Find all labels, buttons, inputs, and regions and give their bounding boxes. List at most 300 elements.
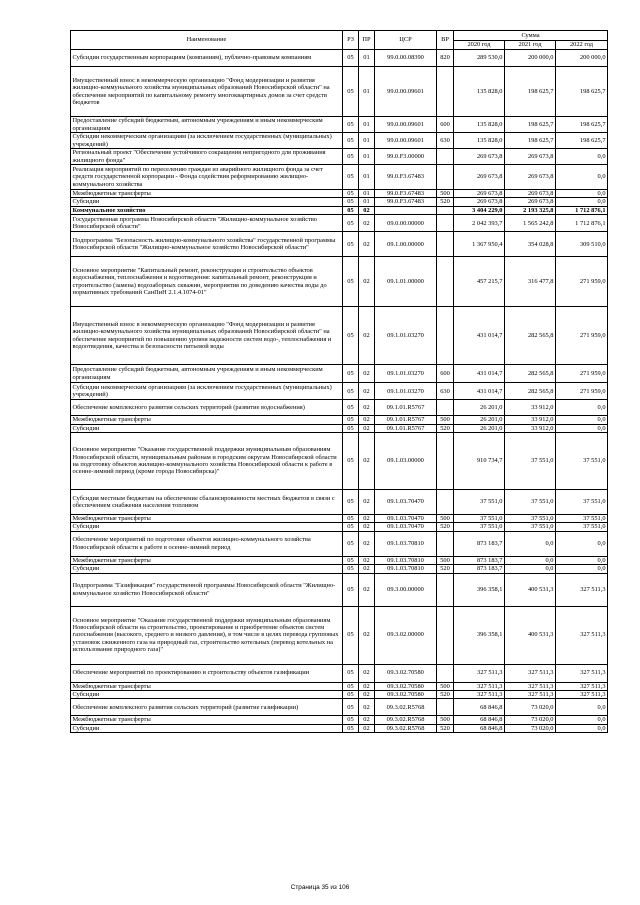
row-amount-2022: 0,0 [556,190,608,198]
row-amount-2022: 198 625,7 [556,67,608,117]
row-amount-2021: 33 912,0 [505,416,556,424]
row-csr: 99.0.00.09601 [375,67,437,117]
row-vr [437,67,454,117]
row-vr: 600 [437,365,454,383]
row-rz: 05 [343,50,359,67]
row-amount-2021: 269 673,8 [505,198,556,206]
row-amount-2020: 327 511,3 [454,682,505,690]
row-vr [437,433,454,490]
row-name: Субсидии [71,424,343,432]
table-row [71,565,608,573]
row-amount-2020: 873 183,7 [454,531,505,556]
row-csr: 09.0.00.00000 [375,215,437,232]
row-rz: 05 [343,606,359,664]
row-pr: 02 [359,556,375,564]
row-amount-2022: 37 551,0 [556,433,608,490]
row-amount-2021: 0,0 [505,565,556,573]
table-row [71,573,608,606]
row-csr: 99.0.F3.67483 [375,198,437,206]
row-amount-2021: 316 477,8 [505,257,556,307]
row-amount-2022: 271 959,0 [556,257,608,307]
row-rz: 05 [343,490,359,515]
row-amount-2020: 26 201,0 [454,416,505,424]
page-number: Страница 35 из 106 [290,884,350,891]
row-rz: 05 [343,515,359,523]
row-rz: 05 [343,117,359,133]
row-csr: 09.1.01.R5767 [375,424,437,432]
row-vr: 630 [437,133,454,149]
row-vr: 500 [437,716,454,724]
row-name: Имущественный взнос в некоммерческую организацию "Фонд модернизации и развития жилищно-коммунального хозяйства муниципальных образований Новосибирской области" на обеспечение мероприятий по повышению уровня надежности систем водо-, теплоснабжения и водоотведения, качества и безопасности питьевой воды [71,307,343,365]
row-name: Межбюджетные трансферты [71,682,343,690]
row-amount-2021: 37 551,0 [505,490,556,515]
row-amount-2022: 37 551,0 [556,523,608,531]
row-amount-2021: 200 000,0 [505,50,556,67]
row-rz: 05 [343,149,359,165]
row-amount-2021: 37 551,0 [505,523,556,531]
row-vr: 520 [437,724,454,732]
row-amount-2021: 0,0 [505,556,556,564]
row-name: Коммунальное хозяйство [71,206,343,214]
row-amount-2020: 135 828,0 [454,133,505,149]
row-vr [437,206,454,214]
row-vr: 500 [437,190,454,198]
row-amount-2021: 282 565,8 [505,365,556,383]
row-name: Реализация мероприятий по переселению граждан из аварийного жилищного фонда за счет средств государственной корпорации - Фонда содействия реформированию жилищно-коммунального хозяйства [71,165,343,190]
row-csr: 09.1.03.70810 [375,531,437,556]
row-name: Межбюджетные трансферты [71,716,343,724]
table-row [71,424,608,432]
row-amount-2022: 1 712 876,1 [556,206,608,214]
header-pr: ПР [359,31,375,50]
row-amount-2020: 68 846,8 [454,724,505,732]
row-rz: 05 [343,424,359,432]
row-amount-2020: 37 551,0 [454,515,505,523]
row-name: Межбюджетные трансферты [71,515,343,523]
row-amount-2022: 0,0 [556,556,608,564]
row-pr: 02 [359,664,375,682]
table-row [71,149,608,165]
row-pr: 02 [359,573,375,606]
row-csr: 09.3.00.00000 [375,573,437,606]
row-amount-2021: 282 565,8 [505,383,556,400]
row-amount-2020: 396 358,1 [454,606,505,664]
row-vr [437,699,454,716]
row-vr: 500 [437,682,454,690]
row-vr [437,215,454,232]
row-vr [437,149,454,165]
row-amount-2022: 198 625,7 [556,133,608,149]
row-name: Обеспечение комплексного развития сельских территорий (развитие газификации) [71,699,343,716]
table-row [71,515,608,523]
header-sum: Сумма [454,31,608,41]
row-rz: 05 [343,383,359,400]
row-amount-2022: 327 511,3 [556,691,608,699]
row-pr: 02 [359,515,375,523]
row-amount-2022: 0,0 [556,416,608,424]
row-csr: 09.3.02.70580 [375,682,437,690]
row-amount-2020: 873 183,7 [454,556,505,564]
row-csr: 09.1.01.00000 [375,257,437,307]
row-amount-2022: 327 511,3 [556,682,608,690]
table-row [71,699,608,716]
row-rz: 05 [343,257,359,307]
row-rz: 05 [343,165,359,190]
header-rz: РЗ [343,31,359,50]
row-amount-2022: 271 959,0 [556,365,608,383]
row-rz: 05 [343,307,359,365]
row-amount-2021: 73 020,0 [505,724,556,732]
row-amount-2021: 1 565 242,8 [505,215,556,232]
row-pr: 01 [359,198,375,206]
row-csr: 09.1.03.70810 [375,556,437,564]
row-amount-2020: 26 201,0 [454,424,505,432]
row-amount-2022: 0,0 [556,400,608,416]
row-csr: 09.3.02.70580 [375,664,437,682]
row-pr: 02 [359,699,375,716]
row-amount-2021: 269 673,8 [505,190,556,198]
row-amount-2021: 327 511,3 [505,691,556,699]
row-vr: 500 [437,416,454,424]
row-amount-2020: 431 014,7 [454,365,505,383]
row-rz: 05 [343,523,359,531]
row-amount-2021: 198 625,7 [505,117,556,133]
row-name: Основное мероприятие "Капитальный ремонт, реконструкция и строительство объектов водоснабжения, теплоснабжения и водоотведения: капитальный ремонт, реконструкция и строительство (замена) водозаборных скважин, мероприятия по доведению качества воды до нормативных требований СанПиН 2.1.4.1074-01" [71,257,343,307]
row-pr: 02 [359,724,375,732]
row-vr [437,606,454,664]
row-name: Субсидии государственным корпорациям (компаниям), публично-правовым компаниям [71,50,343,67]
row-vr [437,573,454,606]
table-row [71,716,608,724]
row-rz: 05 [343,133,359,149]
row-amount-2021: 400 531,3 [505,606,556,664]
row-vr: 500 [437,556,454,564]
row-name: Субсидии [71,691,343,699]
row-csr: 09.1.01.R5767 [375,400,437,416]
table-row [71,232,608,257]
row-name: Обеспечение мероприятий по подготовке объектов жилищно-коммунального хозяйства Новосибирской области к работе в осенне-зимний период [71,531,343,556]
row-csr: 99.0.F3.67483 [375,190,437,198]
row-rz: 05 [343,573,359,606]
row-pr: 02 [359,691,375,699]
row-pr: 02 [359,433,375,490]
table-row [71,416,608,424]
row-pr: 02 [359,365,375,383]
header-year-2022: 2022 год [556,41,608,50]
row-amount-2021: 33 912,0 [505,424,556,432]
row-amount-2020: 2 042 393,7 [454,215,505,232]
budget-table [70,30,608,733]
row-name: Обеспечение мероприятий по проектированию и строительству объектов газификации [71,664,343,682]
row-csr: 99.0.00.08390 [375,50,437,67]
row-pr: 02 [359,606,375,664]
row-csr: 09.1.03.70470 [375,523,437,531]
row-pr: 01 [359,117,375,133]
row-pr: 02 [359,424,375,432]
row-vr: 520 [437,691,454,699]
row-csr: 99.0.F3.67483 [375,165,437,190]
row-name: Предоставление субсидий бюджетным, автономным учреждениям и иным некоммерческим организациям [71,365,343,383]
row-csr: 09.1.01.R5767 [375,416,437,424]
row-name: Межбюджетные трансферты [71,556,343,564]
row-amount-2022: 0,0 [556,531,608,556]
row-amount-2021: 37 551,0 [505,515,556,523]
row-amount-2022: 0,0 [556,699,608,716]
row-amount-2022: 37 551,0 [556,515,608,523]
row-amount-2020: 135 828,0 [454,117,505,133]
row-rz: 05 [343,565,359,573]
row-pr: 02 [359,682,375,690]
row-csr: 09.1.03.70810 [375,565,437,573]
row-amount-2022: 1 712 876,1 [556,215,608,232]
header-year-2020: 2020 год [454,41,505,50]
row-rz: 05 [343,206,359,214]
row-vr [437,257,454,307]
row-amount-2022: 327 511,3 [556,606,608,664]
header-vr: ВР [437,31,454,50]
table-row [71,691,608,699]
row-amount-2022: 0,0 [556,565,608,573]
row-amount-2020: 327 511,3 [454,664,505,682]
row-rz: 05 [343,198,359,206]
row-vr: 520 [437,424,454,432]
row-pr: 02 [359,232,375,257]
row-name: Субсидии некоммерческим организациям (за исключением государственных (муниципальных) учреждений) [71,133,343,149]
row-amount-2021: 73 020,0 [505,716,556,724]
row-vr [437,490,454,515]
row-vr: 600 [437,117,454,133]
row-amount-2020: 37 551,0 [454,490,505,515]
row-amount-2021: 400 531,3 [505,573,556,606]
row-rz: 05 [343,716,359,724]
row-amount-2020: 68 846,8 [454,716,505,724]
row-name: Основное мероприятие "Оказание государственной поддержки муниципальным образованиям Новосибирской области, муниципальным районам и городским округам Новосибирской области на подготовку объектов жилищно-коммунального хозяйства Новосибирской области к работе в осенне-зимний период (кроме города Новосибирска)" [71,433,343,490]
row-rz: 05 [343,691,359,699]
table-row [71,400,608,416]
row-amount-2020: 910 734,7 [454,433,505,490]
row-amount-2021: 269 673,8 [505,149,556,165]
row-name: Субсидии [71,724,343,732]
row-pr: 02 [359,531,375,556]
row-amount-2022: 0,0 [556,149,608,165]
row-rz: 05 [343,67,359,117]
row-vr [437,664,454,682]
row-rz: 05 [343,699,359,716]
row-rz: 05 [343,724,359,732]
row-amount-2022: 200 000,0 [556,50,608,67]
row-amount-2022: 271 959,0 [556,383,608,400]
row-name: Основное мероприятие "Оказание государственной поддержки муниципальным образованиям Новосибирской области на строительство, проектирование и приобретение объектов систем газоснабжения (высокого, среднего и низкого давления), в том числе в целях перевода групповых установок сжиженного газа на природный газ, строительство котельных (перевод котельных на использование природного газа)" [71,606,343,664]
row-name: Государственная программа Новосибирской области "Жилищно-коммунальное хозяйство Новосибирской области" [71,215,343,232]
table-row [71,257,608,307]
row-amount-2020: 135 828,0 [454,67,505,117]
table-row [71,523,608,531]
row-name: Межбюджетные трансферты [71,416,343,424]
row-amount-2022: 0,0 [556,724,608,732]
row-amount-2020: 269 673,8 [454,149,505,165]
row-amount-2021: 198 625,7 [505,67,556,117]
header-csr: ЦСР [375,31,437,50]
row-rz: 05 [343,433,359,490]
header-name: Наименование [71,31,343,50]
row-csr: 09.3.02.70580 [375,691,437,699]
row-pr: 02 [359,490,375,515]
table-row [71,50,608,67]
table-row [71,556,608,564]
row-name: Межбюджетные трансферты [71,190,343,198]
row-vr: 520 [437,523,454,531]
table-row [71,198,608,206]
row-amount-2021: 354 028,8 [505,232,556,257]
row-amount-2021: 327 511,3 [505,664,556,682]
row-amount-2020: 327 511,3 [454,691,505,699]
row-vr: 520 [437,565,454,573]
row-amount-2020: 37 551,0 [454,523,505,531]
row-amount-2020: 269 673,8 [454,165,505,190]
row-csr: 99.0.F3.00000 [375,149,437,165]
row-amount-2020: 431 014,7 [454,383,505,400]
row-amount-2021: 327 511,3 [505,682,556,690]
row-amount-2022: 327 511,3 [556,573,608,606]
row-csr: 09.1.03.70470 [375,490,437,515]
row-amount-2020: 269 673,8 [454,190,505,198]
header-year-2021: 2021 год [505,41,556,50]
row-pr: 01 [359,133,375,149]
row-csr: 99.0.00.09601 [375,133,437,149]
row-amount-2020: 269 673,8 [454,198,505,206]
row-csr [375,206,437,214]
row-pr: 01 [359,67,375,117]
row-amount-2020: 431 014,7 [454,307,505,365]
row-csr: 09.3.02.R5768 [375,724,437,732]
table-row [71,531,608,556]
row-csr: 09.3.02.R5768 [375,716,437,724]
table-row [71,490,608,515]
row-pr: 02 [359,307,375,365]
row-vr: 630 [437,383,454,400]
row-amount-2021: 282 565,8 [505,307,556,365]
row-amount-2022: 327 511,3 [556,664,608,682]
row-rz: 05 [343,232,359,257]
row-pr: 02 [359,383,375,400]
row-rz: 05 [343,365,359,383]
row-name: Региональный проект "Обеспечение устойчивого сокращения непригодного для проживания жилищного фонда" [71,149,343,165]
table-row [71,165,608,190]
row-vr [437,531,454,556]
table-row [71,682,608,690]
row-csr: 09.1.03.00000 [375,433,437,490]
table-row [71,664,608,682]
table-row [71,190,608,198]
row-name: Субсидия местным бюджетам на обеспечение сбалансированности местных бюджетов в связи с обеспечением снабжения населения топливом [71,490,343,515]
row-pr: 02 [359,416,375,424]
row-amount-2020: 396 358,1 [454,573,505,606]
row-name: Предоставление субсидий бюджетным, автономным учреждениям и иным некоммерческим организациям [71,117,343,133]
row-rz: 05 [343,556,359,564]
row-vr: 820 [437,50,454,67]
row-rz: 05 [343,682,359,690]
row-pr: 02 [359,565,375,573]
row-amount-2022: 198 625,7 [556,117,608,133]
table-row [71,206,608,214]
row-vr [437,232,454,257]
row-pr: 01 [359,165,375,190]
row-pr: 02 [359,523,375,531]
row-amount-2021: 37 551,0 [505,433,556,490]
row-amount-2022: 271 959,0 [556,307,608,365]
row-name: Обеспечение комплексного развития сельских территорий (развитие водоснабжения) [71,400,343,416]
row-amount-2022: 0,0 [556,198,608,206]
row-rz: 05 [343,416,359,424]
table-row [71,724,608,732]
row-csr: 09.3.02.R5768 [375,699,437,716]
row-name: Субсидии [71,198,343,206]
row-vr: 520 [437,198,454,206]
row-amount-2021: 33 912,0 [505,400,556,416]
row-pr: 02 [359,716,375,724]
row-name: Субсидии [71,565,343,573]
table-row [71,133,608,149]
row-pr: 01 [359,50,375,67]
row-rz: 05 [343,531,359,556]
row-rz: 05 [343,400,359,416]
row-csr: 09.3.02.00000 [375,606,437,664]
row-vr [437,307,454,365]
row-pr: 02 [359,400,375,416]
row-amount-2021: 2 193 325,8 [505,206,556,214]
row-amount-2020: 68 846,8 [454,699,505,716]
table-row [71,215,608,232]
row-rz: 05 [343,664,359,682]
table-body [71,50,608,733]
row-amount-2022: 0,0 [556,424,608,432]
row-amount-2022: 0,0 [556,716,608,724]
row-amount-2021: 269 673,8 [505,165,556,190]
row-amount-2021: 73 020,0 [505,699,556,716]
row-pr: 02 [359,257,375,307]
table-row [71,307,608,365]
row-csr: 99.0.00.09601 [375,117,437,133]
row-csr: 09.1.00.00000 [375,232,437,257]
row-amount-2021: 198 625,7 [505,133,556,149]
row-pr: 01 [359,190,375,198]
row-amount-2020: 3 404 229,0 [454,206,505,214]
row-amount-2020: 26 201,0 [454,400,505,416]
row-rz: 05 [343,215,359,232]
row-amount-2020: 873 183,7 [454,565,505,573]
row-rz: 05 [343,190,359,198]
row-amount-2022: 37 551,0 [556,490,608,515]
table-row [71,67,608,117]
table-row [71,117,608,133]
row-csr: 09.1.03.70470 [375,515,437,523]
row-pr: 01 [359,149,375,165]
table-row [71,606,608,664]
row-csr: 09.1.01.03270 [375,383,437,400]
row-amount-2022: 0,0 [556,165,608,190]
row-name: Субсидии [71,523,343,531]
table-row [71,383,608,400]
row-pr: 02 [359,206,375,214]
row-amount-2020: 289 530,0 [454,50,505,67]
row-name: Имущественный взнос в некоммерческую организацию "Фонд модернизации и развития жилищно-коммунального хозяйства муниципальных образований Новосибирской области" на обеспечение мероприятий по капитальному ремонту многоквартирных домов за счет средств бюджетов [71,67,343,117]
row-amount-2020: 457 215,7 [454,257,505,307]
row-pr: 02 [359,215,375,232]
row-vr [437,165,454,190]
row-amount-2021: 0,0 [505,531,556,556]
table-row [71,365,608,383]
table-row [71,433,608,490]
